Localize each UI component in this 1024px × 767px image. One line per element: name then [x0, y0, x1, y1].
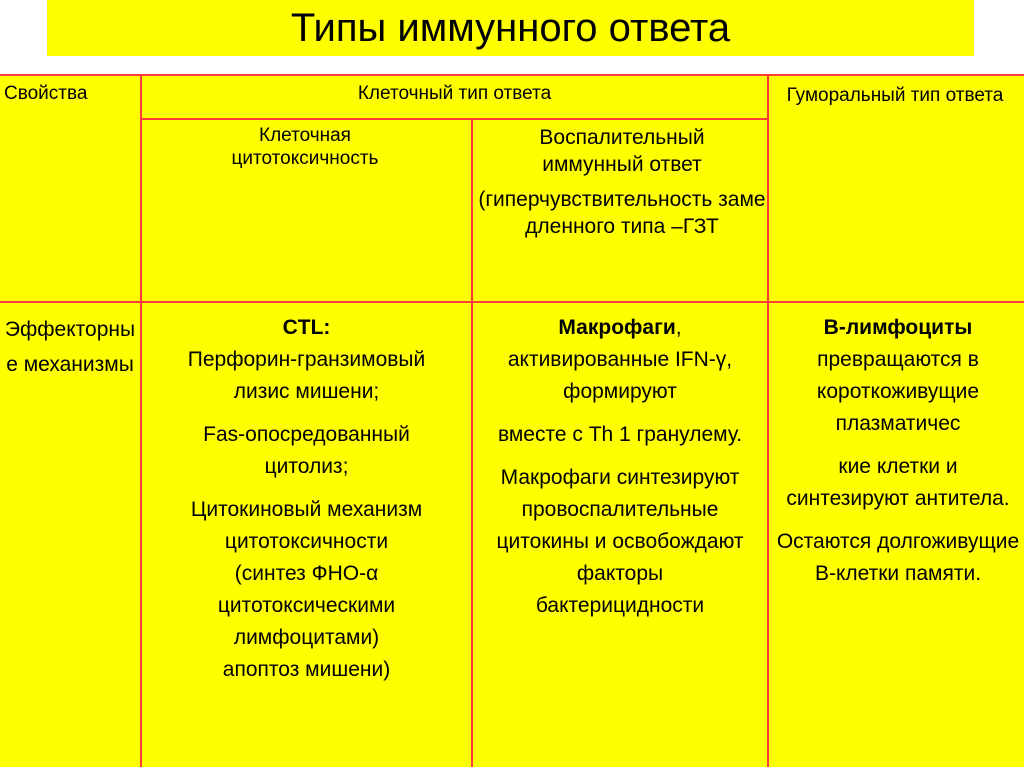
subheader-inflammatory-text: Воспалительный иммунный ответ [539, 126, 705, 176]
ctl-cell [142, 312, 471, 686]
ctl-item4: апоптоз мишени) [222, 658, 391, 681]
macrophage-p1: , активированные IFN-γ, формируют [507, 316, 733, 403]
col-divider-3 [767, 74, 769, 767]
header-properties-text: Свойства [4, 83, 88, 104]
ctl-item3-c: (синтез ФНО-α [234, 562, 379, 585]
macrophage-p3: Макрофаги синтезируют провоспалительные цитокины и освобождают факторы бактерицидности [496, 466, 744, 617]
header-sub-divider [140, 118, 769, 120]
subheader-cytotoxicity [210, 124, 400, 170]
header-cellular [142, 82, 767, 105]
humoral-p1: превращаются в короткоживущие плазматичес [816, 348, 980, 435]
macrophage-cell [492, 312, 748, 633]
ctl-heading: CTL: [282, 316, 331, 339]
humoral-heading: В-лимфоциты [823, 316, 973, 339]
humoral-p2: кие клетки и синтезируют антитела. [786, 455, 1010, 510]
ctl-item3-d: цитотоксическими [217, 594, 396, 617]
humoral-cell [776, 312, 1020, 601]
immune-response-table [0, 74, 1024, 767]
macrophage-p2: вместе с Th 1 гранулему. [497, 423, 743, 446]
ctl-item1-b: лизис мишени; [233, 380, 380, 403]
ctl-item2-b: цитолиз; [264, 455, 349, 478]
ctl-item2-a: Fas-опосредованный [203, 423, 410, 446]
subheader-inflammatory [478, 124, 766, 240]
subheader-inflammatory-note: (гиперчувствительность замедленного типа –ГЗТ [478, 188, 766, 238]
ctl-item1-a: Перфорин-гранзимовый [187, 348, 426, 371]
row-label-effector [0, 312, 140, 382]
row-label-text: Эффекторные механизмы [4, 318, 136, 376]
subheader-cytotoxicity-text: Клеточная цитотоксичность [231, 125, 379, 169]
slide-title: Типы иммунного ответа [47, 0, 974, 56]
header-bottom-divider [0, 301, 1024, 303]
ctl-item3-a: Цитокиновый механизм [190, 498, 423, 521]
macrophage-heading: Макрофаги [558, 316, 676, 339]
ctl-item3-e: лимфоцитами) [233, 626, 380, 649]
header-properties [4, 82, 134, 105]
header-humoral-text: Гуморальный тип ответа [786, 85, 1004, 106]
header-cellular-text: Клеточный тип ответа [357, 83, 552, 104]
table-top-border [0, 74, 1024, 76]
ctl-item3-b: цитотоксичности [224, 530, 389, 553]
col-divider-2 [471, 118, 473, 767]
header-humoral [775, 84, 1015, 107]
humoral-p3: Остаются долгоживущие В-клетки памяти. [776, 530, 1020, 585]
